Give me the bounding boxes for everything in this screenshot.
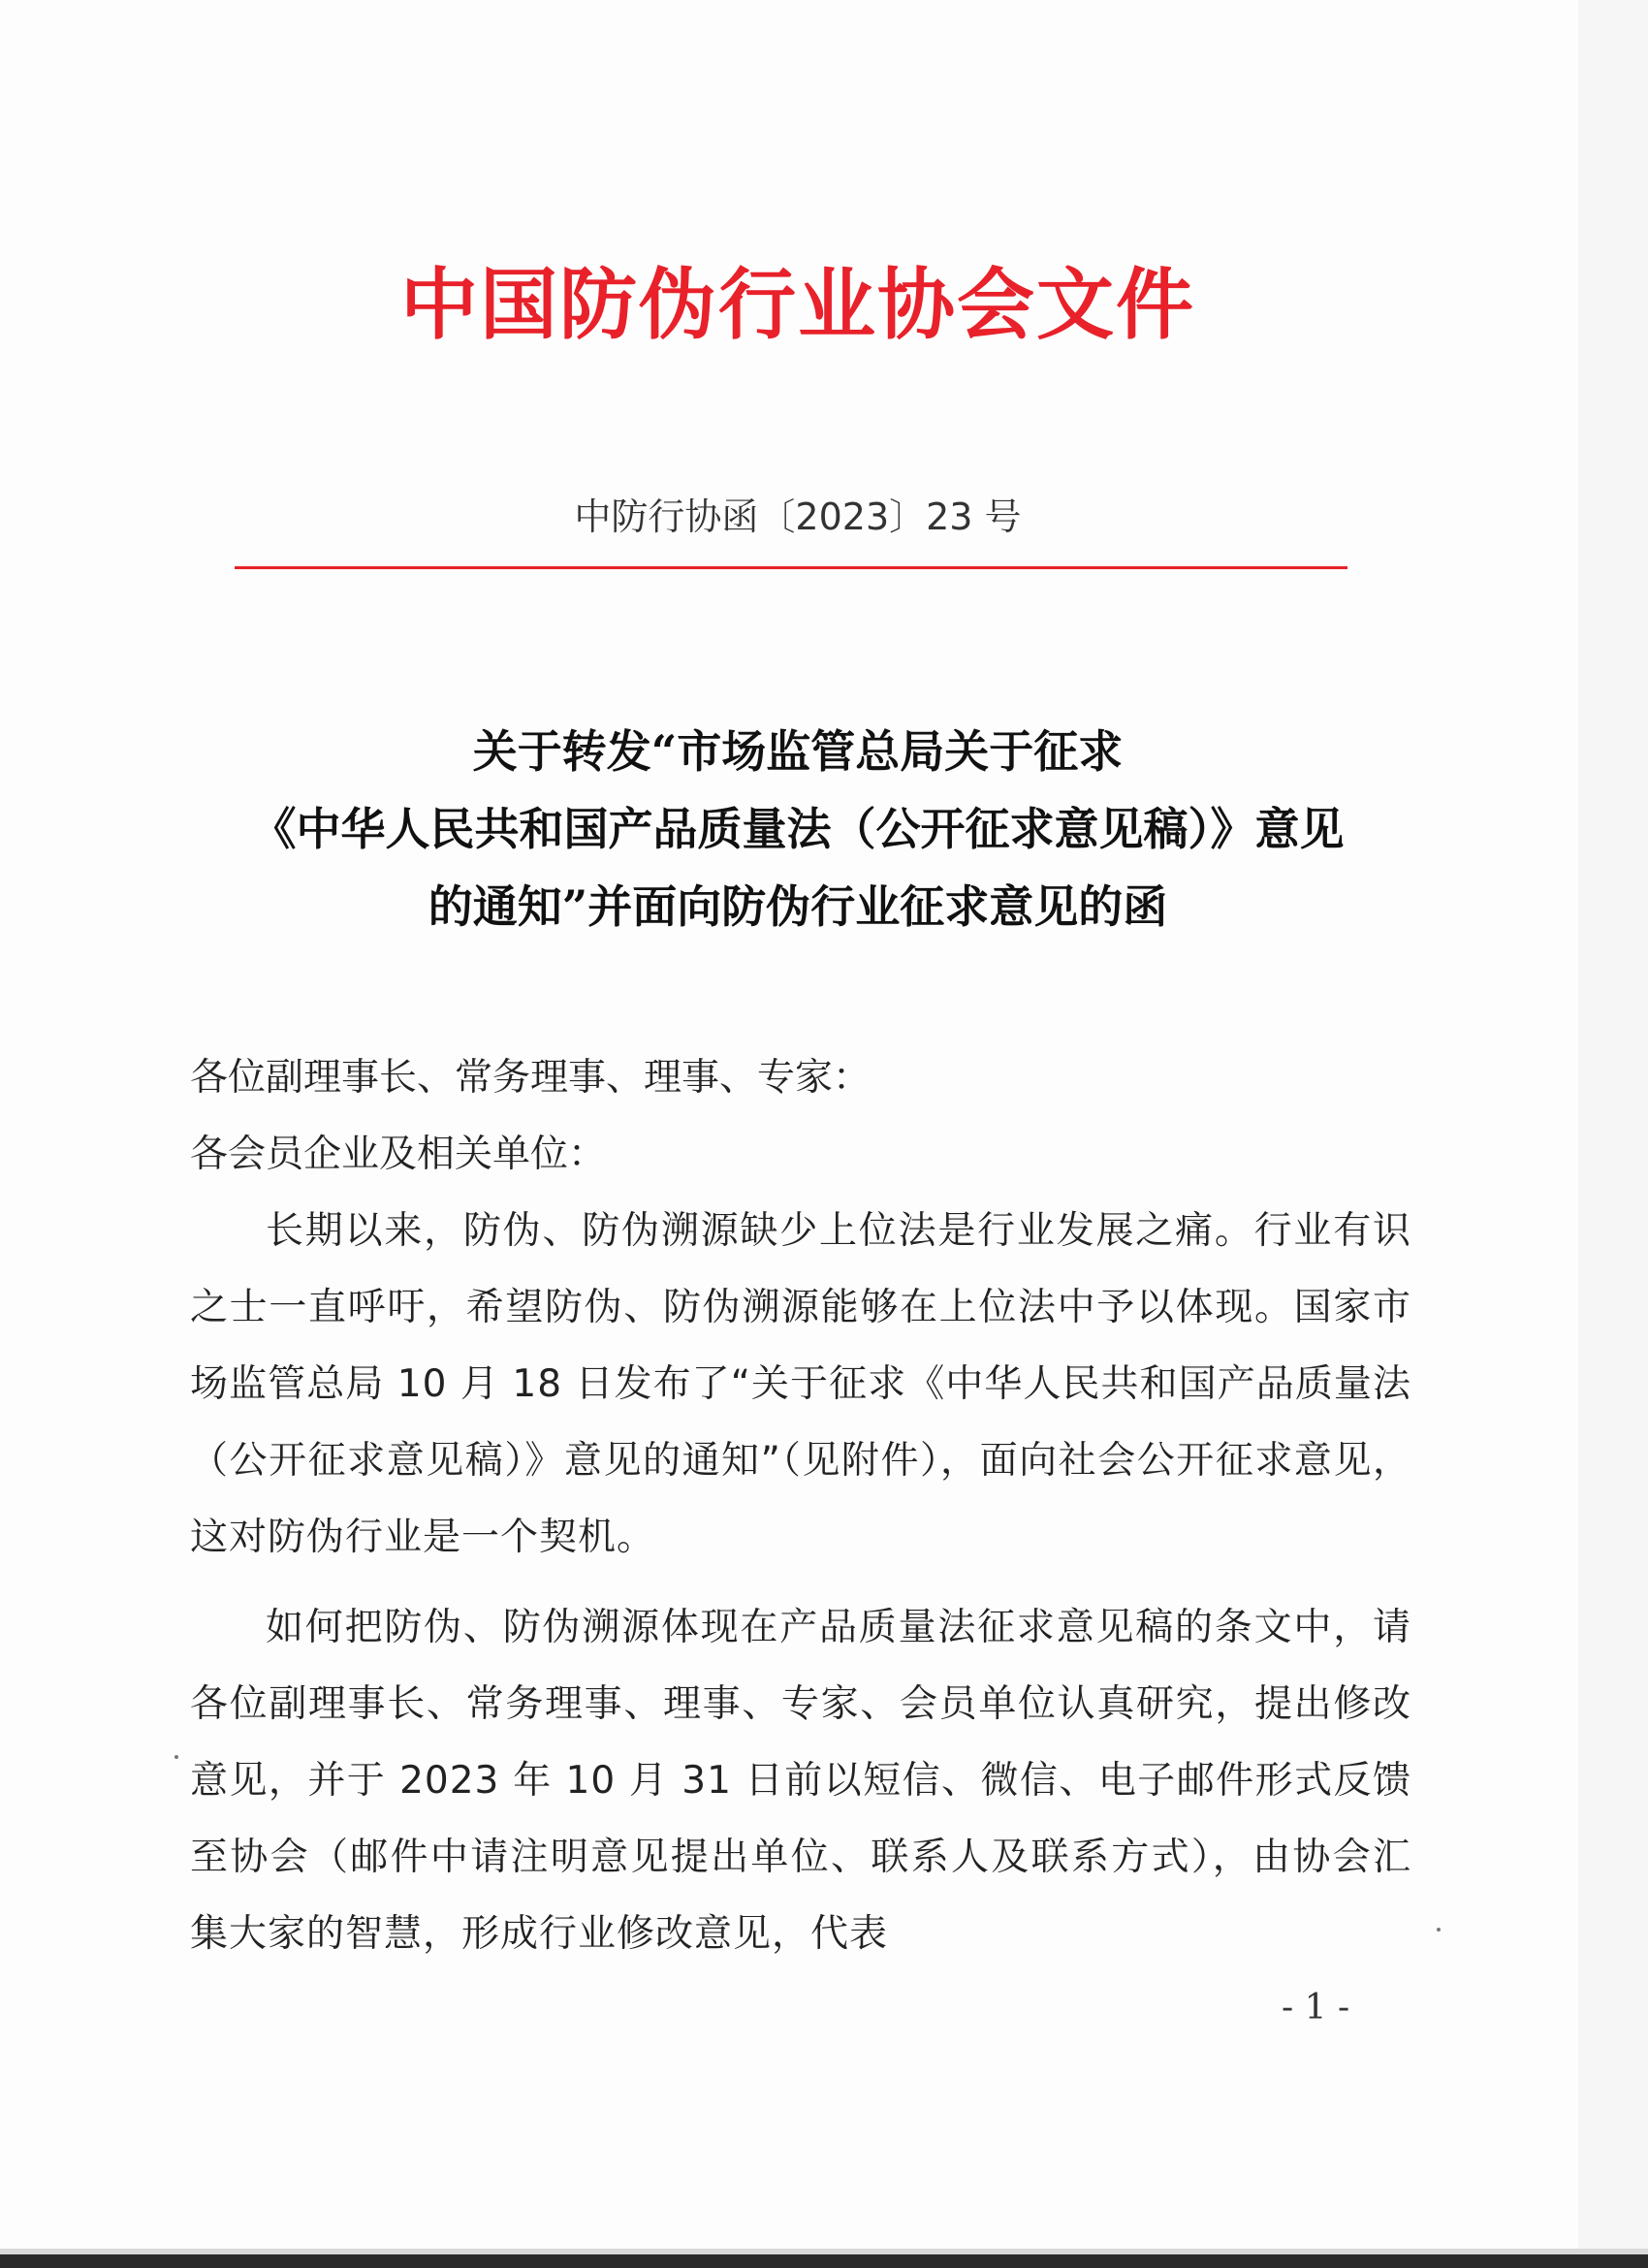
page-number: - 1 - [1282,1988,1350,2028]
scan-speck [174,1755,178,1759]
salutation-2: 各会员企业及相关单位： [190,1133,607,1176]
subject-line-3: 的通知”并面向防伪行业征求意见的函 [428,880,1168,933]
document-number: 中防行协函〔2023〕23 号 [574,495,1022,538]
document-body [190,1039,1411,1972]
red-separator-line [235,566,1347,569]
subject-line-1: 关于转发“市场监管总局关于征求 [472,725,1124,778]
document-header-title: 中国防伪行业协会文件 [400,259,1195,350]
scan-speck [1437,1928,1441,1932]
body-paragraph-2: 如何把防伪、防伪溯源体现在产品质量法征求意见稿的条文中，请各位副理事长、常务理事、理事、专家、会员单位认真研究，提出修改意见，并于 2023 年 10 月 31 日前以短信、微信、电子邮件形式反馈至协会（邮件中请注明意见提出单位、联系人及联系方式），由协会汇集大家的智慧，形成行业修改意见，代表 [190,1606,1411,1956]
document-subject [0,713,1596,945]
subject-line-2: 《中华人民共和国产品质量法（公开征求意见稿）》意见 [251,803,1345,855]
salutation-1: 各位副理事长、常务理事、理事、专家： [190,1056,872,1100]
paragraph-gap [190,1576,1411,1589]
scan-border [0,2254,1648,2268]
body-paragraph-1: 长期以来，防伪、防伪溯源缺少上位法是行业发展之痛。行业有识之士一直呼吁，希望防伪、防伪溯源能够在上位法中予以体现。国家市场监管总局 10 月 18 日发布了“关于征求《中华人民共和国产品质量法（公开征求意见稿）》意见的通知”（见附件），面向社会公开征求意见，这对防伪行业是一个契机。 [190,1209,1411,1559]
